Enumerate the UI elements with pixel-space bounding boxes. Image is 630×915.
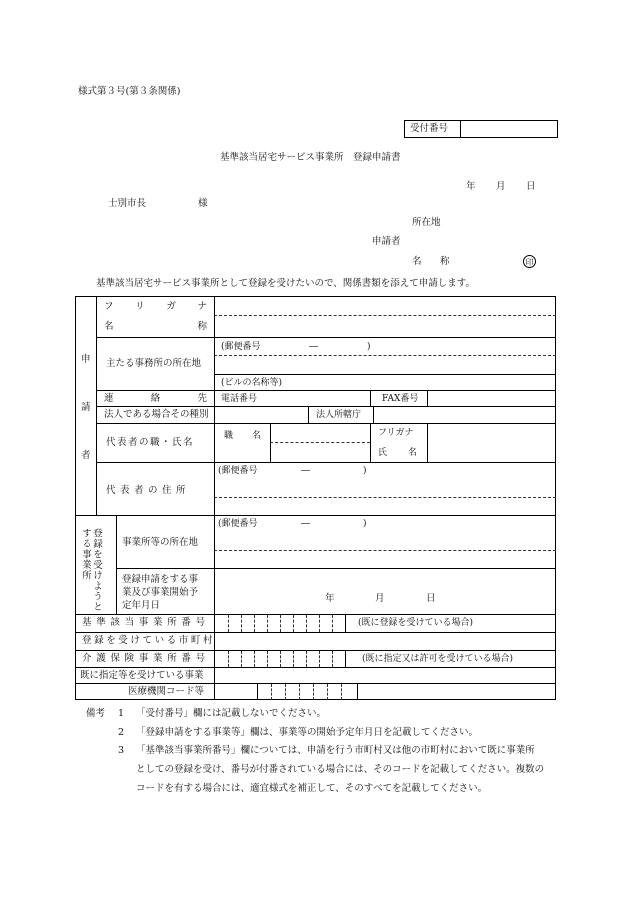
fax-field[interactable] bbox=[428, 391, 555, 405]
note-1-number: 1 bbox=[118, 708, 125, 719]
corp-type-label: 法人である場合その種別 bbox=[104, 409, 209, 420]
rep-name-field[interactable] bbox=[428, 424, 555, 461]
office-postal-close: ) bbox=[363, 519, 367, 529]
rep-address-field[interactable] bbox=[215, 478, 555, 496]
kaigo-number-label: 介護保険事業所番号 bbox=[82, 653, 210, 664]
note-3-number: 3 bbox=[118, 745, 125, 756]
start-year: 年 bbox=[325, 593, 335, 604]
kaigo-number-note: (既に指定又は許可を受けている場合) bbox=[362, 654, 514, 664]
seal-mark: 印 bbox=[523, 255, 536, 268]
start-day: 日 bbox=[426, 593, 436, 604]
corp-type-field[interactable] bbox=[215, 407, 307, 422]
note-1-text: 「受付番号」欄には記載しないでください。 bbox=[136, 708, 327, 719]
receipt-number-label: 受付番号 bbox=[410, 123, 449, 134]
furigana-field[interactable] bbox=[215, 297, 555, 314]
building-label: (ビルの名称等) bbox=[221, 378, 283, 388]
medical-code-field[interactable] bbox=[258, 684, 356, 699]
name-field[interactable] bbox=[215, 317, 555, 336]
fax-label: FAX番号 bbox=[382, 394, 419, 404]
section-applicant-2: 請 bbox=[81, 402, 91, 413]
phone-field[interactable] bbox=[265, 391, 369, 405]
note-2-number: 2 bbox=[118, 727, 125, 738]
rep-postal-label: (郵便番号 bbox=[218, 466, 258, 476]
section-office-label: 登録を受けようとする事業所 bbox=[80, 528, 102, 612]
designated-field[interactable] bbox=[215, 668, 555, 682]
rep-name-1: 氏 bbox=[378, 448, 388, 458]
postal-dash: ― bbox=[309, 342, 318, 352]
office-address-field[interactable] bbox=[215, 356, 555, 373]
office-location-label: 事業所等の所在地 bbox=[122, 537, 199, 548]
furigana-label: フ リ ガ ナ bbox=[104, 301, 207, 312]
addressee-honorific: 様 bbox=[198, 198, 208, 209]
date-year: 年 bbox=[466, 181, 476, 192]
registered-city-label: 登録を受けている市町村 bbox=[82, 635, 216, 646]
postal-label: (郵便番号 bbox=[221, 342, 261, 352]
applicant-address-label: 所在地 bbox=[412, 217, 441, 228]
addressee-name: 士別市長 bbox=[108, 198, 147, 209]
corp-office-field[interactable] bbox=[374, 407, 555, 422]
office-postal-dash: ― bbox=[301, 519, 310, 529]
kijun-number-label: 基準該当事業所番号 bbox=[82, 617, 210, 628]
date-day: 日 bbox=[526, 181, 536, 192]
note-3-line-2: としての登録を受け、番号が付番されている場合には、そのコードを記載してください。複数の bbox=[136, 764, 545, 775]
kijun-number-field[interactable] bbox=[215, 615, 344, 631]
applicant-name-label-2: 称 bbox=[440, 256, 450, 267]
rep-name-label: 代表者の職・氏名 bbox=[106, 437, 195, 448]
rep-title-1: 職 bbox=[224, 431, 234, 441]
corp-office-label: 法人所轄庁 bbox=[316, 410, 362, 420]
office-address-label: 主たる事務所の所在地 bbox=[106, 358, 202, 369]
designated-label: 既に指定等を受けている事業 bbox=[80, 670, 204, 681]
rep-name-2: 名 bbox=[408, 448, 418, 458]
section-applicant-1: 申 bbox=[81, 354, 91, 365]
rep-title-2: 名 bbox=[252, 431, 262, 441]
page-title: 基準該当居宅サービス事業所 登録申請書 bbox=[220, 152, 401, 163]
rep-postal-dash: ― bbox=[301, 466, 310, 476]
kaigo-number-field[interactable] bbox=[215, 651, 344, 666]
business-label-3: 定年月日 bbox=[122, 600, 161, 611]
rep-title-field[interactable] bbox=[271, 424, 369, 461]
form-number: 様式第３号(第３条関係) bbox=[78, 86, 181, 97]
rep-address-label: 代表者の住所 bbox=[106, 485, 191, 496]
rep-furigana-label: フリガナ bbox=[378, 428, 414, 438]
postal-close: ) bbox=[367, 342, 371, 352]
registered-city-field[interactable] bbox=[215, 633, 555, 649]
business-label-2: 業及び事業開始予 bbox=[122, 587, 199, 598]
applicant-name-label-1: 名 bbox=[412, 256, 422, 267]
rep-postal-close: ) bbox=[363, 466, 367, 476]
intro-text: 基準該当居宅サービス事業所として登録を受けたいので、関係書類を添えて申請します。 bbox=[96, 278, 476, 289]
business-label-1: 登録申請をする事 bbox=[122, 574, 199, 585]
note-3-line-1: 「基準該当事業所番号」欄については、申請を行う市町村又は他の市町村において既に事業所 bbox=[136, 745, 535, 756]
note-2-text: 「登録申請をする事業等」欄は、事業等の開始予定年月日を記載してください。 bbox=[136, 727, 479, 738]
office-location-field[interactable] bbox=[215, 531, 555, 549]
phone-label: 電話番号 bbox=[221, 394, 258, 404]
notes-label: 備考 bbox=[86, 708, 106, 719]
contact-label: 連 絡 先 bbox=[104, 393, 207, 404]
start-month: 月 bbox=[375, 593, 385, 604]
date-month: 月 bbox=[496, 181, 506, 192]
applicant-label: 申請者 bbox=[372, 236, 401, 247]
office-postal-label: (郵便番号 bbox=[218, 519, 258, 529]
kijun-number-note: (既に登録を受けている場合) bbox=[358, 618, 474, 628]
medical-code-label: 医療機関コード等 bbox=[128, 686, 205, 697]
note-3-line-3: コードを有する場合には、適宜様式を補正して、そのすべてを記載してください。 bbox=[136, 783, 488, 794]
section-applicant-3: 者 bbox=[81, 450, 91, 461]
name-label: 名 称 bbox=[104, 321, 207, 332]
